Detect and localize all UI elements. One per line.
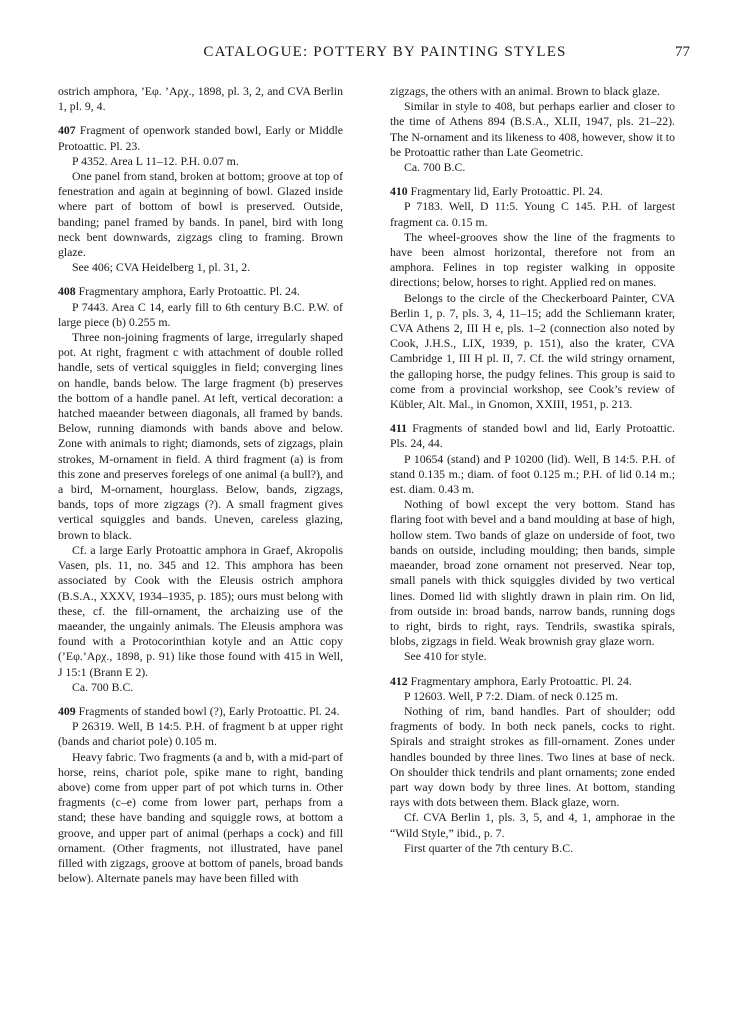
entry-inventory: P 4352. Area L 11–12. P.H. 0.07 m. [72, 153, 239, 168]
entry-inventory: P 26319. Well, B 14:5. P.H. of fragment b at upper right (bands and chariot pole) 0.105 m. [58, 719, 343, 749]
running-title: CATALOGUE: POTTERY BY PAINTING STYLES [203, 44, 567, 60]
entry-description: Nothing of bowl except the very bottom. Stand has flaring foot with bevel and a band moulding at base of high, hollow stem. Two bands of glaze on underside of foot, two bands on outside, including moulding; then bands, simple maeander, broad zone ornament not preserved. Near top, small panels with thick squiggles divided by two vertical lines. Domed lid with slightly drawn in plain rim. On lid, from outside in: broad bands, narrow bands, running dogs to right, birds to right, rays. Tendrils, swastika spirals, blobs, zigzags in field. Weak brownish gray glaze worn. [390, 497, 675, 649]
entry-date: First quarter of the 7th century B.C. [404, 840, 574, 855]
continued-text: ostrich amphora, ’Eφ. ’Aρχ., 1898, pl. 3, 2, and CVA Berlin 1, pl. 9, 4. [58, 84, 343, 114]
entry-see-also: See 406; CVA Heidelberg 1, pl. 31, 2. [72, 260, 251, 275]
entry-title: Fragment of openwork standed bowl, Early or Middle Protoattic. Pl. 23. [58, 123, 344, 153]
right-column [390, 84, 675, 856]
catalogue-entry-412 [390, 674, 675, 856]
page-header [100, 44, 690, 66]
entry-comparison: Cf. CVA Berlin 1, pls. 3, 5, and 4, 1, amphorae in the “Wild Style,” ibid., p. 7. [390, 810, 675, 840]
entry-number: 412 [390, 673, 408, 688]
entry-title: Fragmentary lid, Early Protoattic. Pl. 24. [410, 184, 603, 199]
catalogue-entry-411 [390, 421, 675, 664]
entry-number: 410 [390, 184, 408, 199]
entry-title: Fragments of standed bowl and lid, Early Protoattic. Pls. 24, 44. [390, 421, 675, 451]
continued-text: zigzags, the others with an animal. Brown to black glaze. [390, 84, 660, 98]
entry-number: 411 [390, 421, 408, 436]
page-number: 77 [675, 44, 690, 60]
entry-comparison: Similar in style to 408, but perhaps earlier and closer to the time of Athens 894 (B.S.A., XLII, 1947, pls. 21–22). The N-ornament and its likeness to 408, however, show it to be Protoattic rather than Late Geometric. [390, 99, 675, 159]
entry-description: The wheel-grooves show the line of the fragments to have been almost horizontal, therefore not from an amphora. Felines in top register walking in opposite directions; below, horses to right. Applied red on manes. [390, 229, 675, 290]
entry-inventory: P 12603. Well, P 7:2. Diam. of neck 0.125 m. [404, 688, 618, 703]
entry-see-also: See 410 for style. [404, 649, 487, 664]
entry-date: Ca. 700 B.C. [404, 160, 466, 175]
entry-title: Fragmentary amphora, Early Protoattic. Pl. 24. [78, 284, 300, 299]
entry-number: 409 [58, 703, 76, 718]
entry-inventory: P 10654 (stand) and P 10200 (lid). Well, B 14:5. P.H. of stand 0.135 m.; diam. of foot 0.125 m.; P.H. of lid 0.14 m.; est. diam. 0.43 m. [390, 451, 675, 497]
entry-inventory: P 7183. Well, D 11:5. Young C 145. P.H. of largest fragment ca. 0.15 m. [390, 199, 675, 229]
entry-inventory: P 7443. Area C 14, early fill to 6th century B.C. P.W. of large piece (b) 0.255 m. [58, 299, 343, 329]
catalogue-entry-410 [390, 184, 675, 412]
entry-comparison: Cf. a large Early Protoattic amphora in Graef, Akropolis Vasen, pls. 11, no. 345 and 12. This amphora has been associated by Cook with the Eleusis ostrich amphora (B.S.A., XXXV, 1934–1935, p. 185); ours must belong with these, cf. the fill-ornament, the archaizing use of the maeander, the ungainly animals. The Eleusis amphora was found with a Protocorinthian kotyle and an Attic copy (’Eφ.’Aρχ., 1898, p. 91) like those found with 415 in Well, J 15:1 (Brann E 2). [58, 542, 343, 679]
entry-date: Ca. 700 B.C. [72, 679, 134, 694]
catalogue-entry-409 [58, 704, 343, 886]
entry-title: Fragments of standed bowl (?), Early Protoattic. Pl. 24. [78, 703, 340, 718]
entry-description: One panel from stand, broken at bottom; groove at top of fenestration and again at beginning of bowl. Glazed inside where part of bottom of bowl is preserved. Outside, banding; panel framed by bands. In panel, bird with long neck bent downwards, zigzags cling to framing. Brown glaze. [58, 169, 343, 260]
entry-description: Three non-joining fragments of large, irregularly shaped pot. At right, fragment c with attachment of double rolled handle, sets of vertical squiggles in field; converging lines on handle, bands below. The large fragment (b) preserves the bottom of a handle panel. At left, vertical decoration: a hatched maeander between diagonals, all framed by bands. Below, running diamonds with bands above and below. Zone with animals to right; diamonds, sets of zigzags, plain strokes, M-ornament in field. A third fragment (a) is from this zone and preserves forelegs of one animal (a bull?), and a bird, M-ornament, hourglass. Below, bands, zigzags, bands, tops of more zigzags (?). A small fragment gives vertical squiggles and bands. Uneven, careless glazing, brown to black. [58, 330, 343, 542]
catalogue-entry-408 [58, 284, 343, 694]
left-column [58, 84, 343, 886]
entry-number: 407 [58, 123, 76, 138]
entry-title: Fragmentary amphora, Early Protoattic. Pl. 24. [410, 673, 632, 688]
entry-description: Nothing of rim, band handles. Part of shoulder; odd fragments of body. In both neck panels, cocks to right. Spirals and straight strokes as fill-ornament. Zones under handles bounded by three lines. Two lines at base of neck. On shoulder thick tendrils and plant ornaments; zone ended part way down body by three lines. At bottom, standing rays with dots between them. Black glaze, worn. [390, 703, 675, 810]
catalogue-entry-407 [58, 123, 343, 275]
entry-number: 408 [58, 284, 76, 299]
entry-description: Heavy fabric. Two fragments (a and b, with a mid-part of horse, reins, chariot pole, spike mane to right, banding above) come from upper part of pot which turns in. Other fragments (c–e) come from lower part, perhaps from a stand; these have banding and squiggle rows, at bottom a groove, and upper part of animal (perhaps a cock) and fill ornament. (Other fragments, not illustrated, have panel filled with zigzags, groove at bottom of panels, broad bands below). Alternate panels may have been filled with [58, 749, 343, 886]
entry-comparison: Belongs to the circle of the Checkerboard Painter, CVA Berlin 1, p. 7, pls. 3, 4, 11–15; add the Schliemann krater, CVA Athens 2, III H e, pls. 1–2 (connection also noted by Cook, J.H.S., LIX, 1939, p. 151), also the krater, CVA Cambridge 1, III H pl. II, 7. Cf. the wild stringy ornament, the galloping horse, the pudgy felines. This group is said to come from a provincial workshop, see Cook’s review of Kübler, Alt. Mal., in Gnomon, XXIII, 1951, p. 213. [390, 290, 675, 412]
